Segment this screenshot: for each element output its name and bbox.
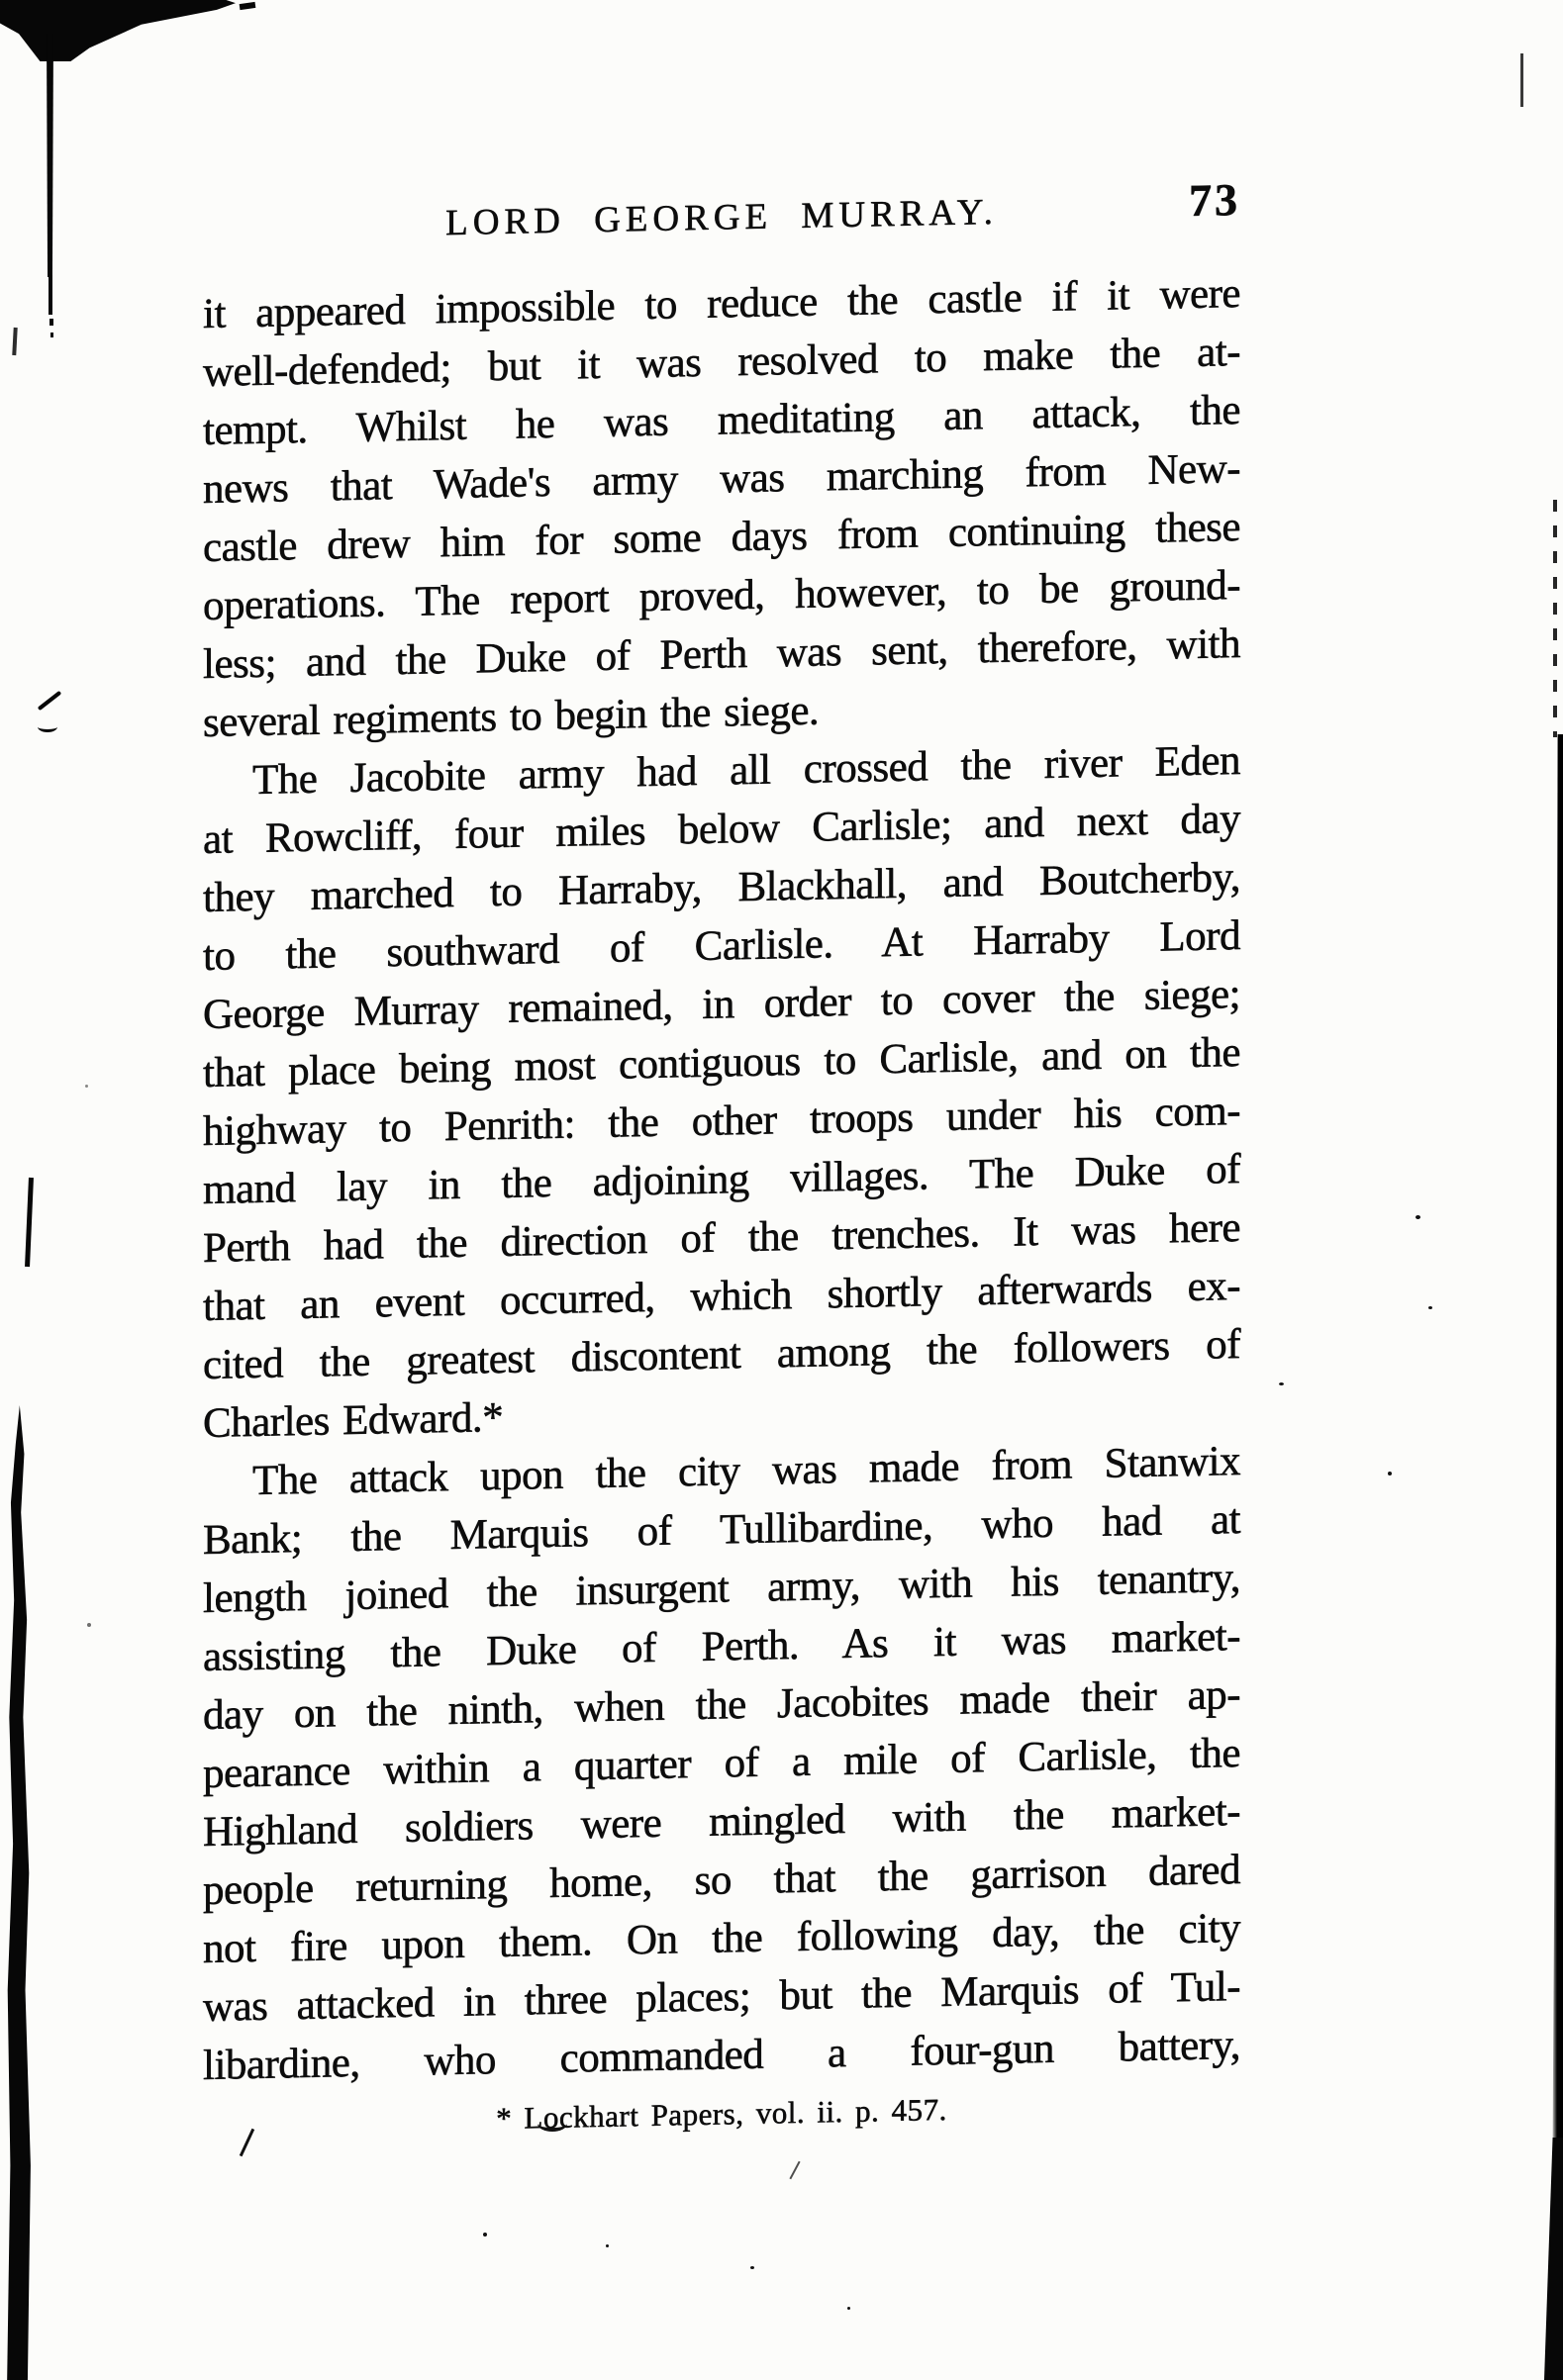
text-line: operations. The report proved, however, to be ground- <box>203 561 1240 629</box>
text-line: they marched to Harraby, Blackhall, and Boutcherby, <box>203 853 1240 921</box>
scan-artifact-speck <box>87 1623 91 1627</box>
running-title: LORD GEORGE MURRAY. <box>445 191 998 244</box>
scan-artifact-top-left-wedge <box>0 0 236 61</box>
text-line: castle drew him for some days from continuing these <box>203 503 1240 571</box>
scan-artifact-speck <box>1416 1215 1420 1219</box>
text-line: assisting the Duke of Perth. As it was market- <box>203 1612 1240 1680</box>
text-line: mand lay in the adjoining villages. The Duke of <box>203 1145 1240 1213</box>
text-line: Perth had the direction of the trenches. It was here <box>203 1203 1240 1272</box>
text-line: less; and the Duke of Perth was sent, therefore, with <box>203 619 1240 688</box>
text-line: length joined the insurgent army, with his tenantry, <box>203 1554 1240 1622</box>
text-line: George Murray remained, in order to cover the siege; <box>203 970 1240 1038</box>
text-line: cited the greatest discontent among the followers of <box>203 1320 1240 1388</box>
text-line: pearance within a quarter of a mile of Carlisle, the <box>203 1729 1240 1797</box>
body-text <box>203 264 1240 2095</box>
scan-artifact-left-mid-line <box>25 1178 34 1267</box>
text-line: Bank; the Marquis of Tullibardine, who had at <box>203 1495 1240 1564</box>
text-line: Highland soldiers were mingled with the market- <box>203 1787 1240 1856</box>
scan-artifact-left-tick <box>12 328 17 355</box>
text-line: The Jacobite army had all crossed the river Eden <box>252 736 1240 804</box>
scan-artifact-speck <box>1428 1306 1432 1309</box>
footnote: * Lockhart Papers, vol. ii. p. 457. <box>496 2091 947 2137</box>
scan-artifact-left-bottom-streak <box>5 1405 32 2380</box>
text-line: to the southward of Carlisle. At Harraby Lord <box>203 911 1240 980</box>
text-line: at Rowcliff, four miles below Carlisle; and next day <box>203 795 1240 863</box>
text-line: tempt. Whilst he was meditating an attack, the <box>203 386 1240 454</box>
scan-artifact-speck <box>1279 1382 1284 1385</box>
text-line: highway to Penrith: the other troops under his com- <box>203 1087 1240 1155</box>
text-line: was attacked in three places; but the Marquis of Tul- <box>203 1962 1240 2031</box>
scan-artifact-right-edge-strip <box>1551 734 1563 2380</box>
scan-artifact-speck <box>750 2266 754 2269</box>
scan-artifact-left-vertical-line-lower <box>49 275 52 315</box>
scan-artifact-right-edge-dashes <box>1553 500 1557 737</box>
text-line: The attack upon the city was made from Stanwix <box>252 1437 1240 1504</box>
paragraph <box>203 264 1240 752</box>
text-line: that place being most contiguous to Carlisle, and on the <box>203 1028 1240 1096</box>
scan-artifact-speck <box>606 2244 609 2247</box>
text-line: that an event occurred, which shortly afterwards ex- <box>203 1262 1240 1330</box>
text-line: it appeared impossible to reduce the castle if it were <box>203 269 1240 337</box>
scan-artifact-speck <box>1388 1472 1392 1476</box>
text-line: Charles Edward.* <box>203 1393 504 1447</box>
text-line: not fire upon them. On the following day, the city <box>203 1904 1240 1972</box>
scan-artifact-speck <box>789 2161 800 2180</box>
scan-artifact-left-vertical-line <box>47 30 53 277</box>
page-number: 73 <box>1189 173 1240 227</box>
text-line: people returning home, so that the garrison dared <box>203 1846 1240 1914</box>
scan-artifact-top-dash <box>240 2 256 10</box>
scan-artifact-right-edge-strip-bottom <box>1544 2138 1563 2380</box>
scan-artifact-left-dash <box>50 333 53 337</box>
scan-artifact-top-right-tick <box>1520 53 1523 107</box>
scan-artifact-speck <box>847 2307 850 2310</box>
text-line: day on the ninth, when the Jacobites made their ap- <box>203 1670 1240 1739</box>
text-line: news that Wade's army was marching from New- <box>203 444 1240 513</box>
text-line: several regiments to begin the siege. <box>203 687 820 746</box>
text-line: well-defended; but it was resolved to make the at- <box>203 328 1240 396</box>
text-line: libardine, who commanded a four-gun battery, <box>203 2021 1240 2089</box>
paragraph <box>203 731 1240 1453</box>
paragraph <box>203 1432 1240 2095</box>
page-text-block <box>203 173 1240 2144</box>
scan-artifact-speck <box>483 2233 487 2237</box>
scan-artifact-left-curve-mark <box>38 721 57 732</box>
scan-artifact-left-slash-mark <box>38 691 62 711</box>
page-header <box>203 173 1240 253</box>
scan-artifact-speck <box>85 1085 88 1088</box>
scan-artifact-left-dash <box>49 319 53 326</box>
